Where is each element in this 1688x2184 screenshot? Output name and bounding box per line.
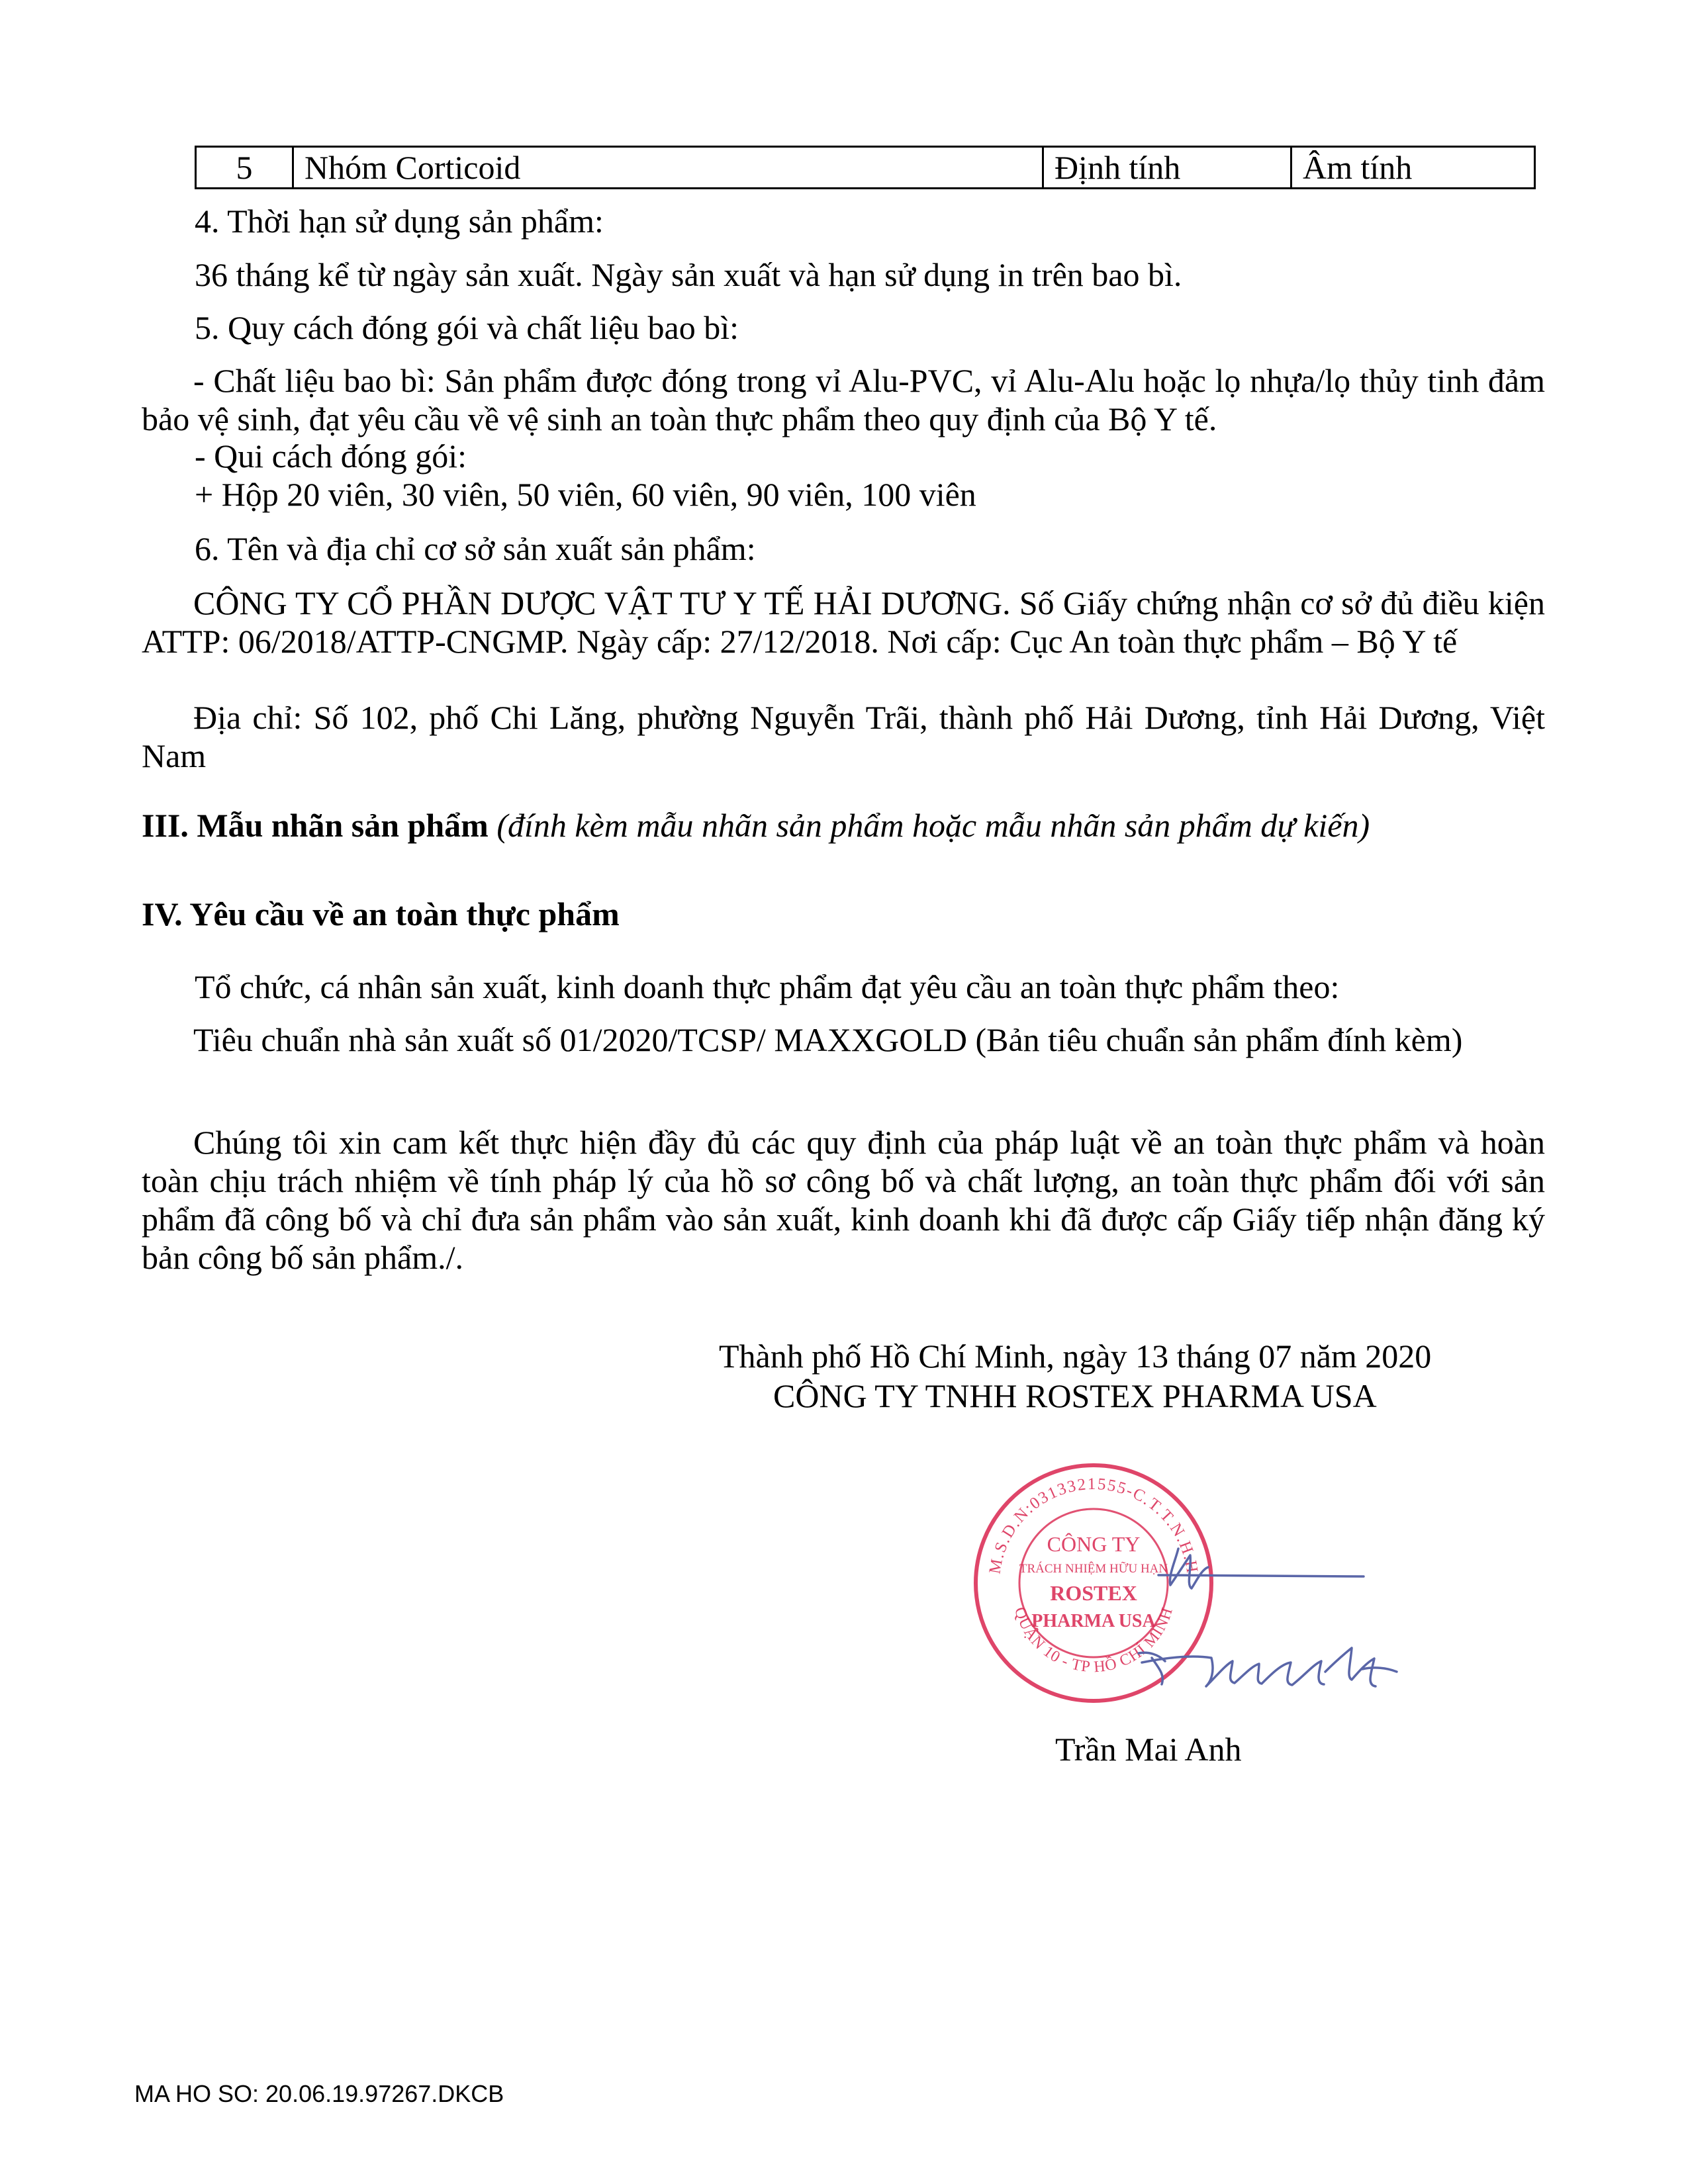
- seal-ring-top-text: M.S.D.N:0313321555-C.T.T.N.H.H: [986, 1475, 1201, 1576]
- seal-ring-bottom-text: QUẬN 10 - TP HỒ CHÍ MINH: [1011, 1605, 1176, 1676]
- seal-line-1: CÔNG TY: [1047, 1532, 1141, 1556]
- table-row: [196, 147, 1535, 189]
- section-4-heading: 4. Thời hạn sử dụng sản phẩm:: [195, 203, 604, 240]
- signing-company: CÔNG TY TNHH ROSTEX PHARMA USA: [773, 1377, 1377, 1414]
- seal-line-3: ROSTEX: [1050, 1581, 1137, 1605]
- row-number: 5: [196, 147, 293, 189]
- packing-spec: + Hộp 20 viên, 30 viên, 50 viên, 60 viên, 90 viên, 100 viên: [195, 476, 976, 513]
- section-4-text: 36 tháng kể từ ngày sản xuất. Ngày sản xuất và hạn sử dụng in trên bao bì.: [195, 256, 1182, 293]
- manufacturer-info: CÔNG TY CỔ PHẦN DƯỢC VẬT TƯ Y TẾ HẢI DƯƠNG. Số Giấy chứng nhận cơ sở đủ điều kiện ATTP: 06/2018/ATTP-CNGMP. Ngày cấp: 27/12/2018. Nơi cấp: Cục An toàn thực phẩm – Bộ Y tế: [142, 584, 1545, 660]
- row-indicator: Nhóm Corticoid: [293, 147, 1043, 189]
- handwritten-signature: [1086, 1522, 1456, 1721]
- packing-label: - Qui cách đóng gói:: [195, 437, 467, 475]
- row-result: Âm tính: [1291, 147, 1535, 189]
- seal-line-4: PHARMA USA: [1031, 1611, 1156, 1631]
- row-method: Định tính: [1043, 147, 1291, 189]
- document-code: MA HO SO: 20.06.19.97267.DKCB: [134, 2080, 504, 2107]
- section-5-heading: 5. Quy cách đóng gói và chất liệu bao bì:: [195, 309, 739, 346]
- results-table: [195, 146, 1536, 189]
- section-iii: [142, 806, 1370, 844]
- manufacturer-address: Địa chỉ: Số 102, phố Chi Lăng, phường Nguyễn Trãi, thành phố Hải Dương, tỉnh Hải Dương, Việt Nam: [142, 699, 1545, 774]
- commitment-text: Chúng tôi xin cam kết thực hiện đầy đủ các quy định của pháp luật về an toàn thực phẩm và hoàn toàn chịu trách nhiệm về tính pháp lý của hồ sơ công bố và chất lượng, an toàn thực phẩm đối với sản phẩm đã công bố và chỉ đưa sản phẩm vào sản xuất, kinh doanh khi đã được cấp Giấy tiếp nhận đăng ký bản công bố sản phẩm./.: [142, 1124, 1545, 1276]
- section-iii-heading: III. Mẫu nhãn sản phẩm: [142, 807, 489, 844]
- signer-name: Trần Mai Anh: [1055, 1731, 1242, 1768]
- place-date: Thành phố Hồ Chí Minh, ngày 13 tháng 07 năm 2020: [719, 1338, 1432, 1375]
- section-6-heading: 6. Tên và địa chỉ cơ sở sản xuất sản phẩm:: [195, 530, 756, 567]
- section-iv-intro: Tổ chức, cá nhân sản xuất, kinh doanh thực phẩm đạt yêu cầu an toàn thực phẩm theo:: [195, 968, 1340, 1005]
- section-iv-heading: IV. Yêu cầu về an toàn thực phẩm: [142, 895, 620, 933]
- seal-line-2: TRÁCH NHIỆM HỮU HẠN: [1019, 1562, 1168, 1576]
- section-iii-note: (đính kèm mẫu nhãn sản phẩm hoặc mẫu nhãn sản phẩm dự kiến): [496, 807, 1370, 844]
- packaging-material: - Chất liệu bao bì: Sản phẩm được đóng trong vỉ Alu-PVC, vỉ Alu-Alu hoặc lọ nhựa/lọ thủy tinh đảm bảo vệ sinh, đạt yêu cầu về vệ sinh an toàn thực phẩm theo quy định của Bộ Y tế.: [142, 362, 1545, 437]
- section-iv-standard: Tiêu chuẩn nhà sản xuất số 01/2020/TCSP/ MAXXGOLD (Bản tiêu chuẩn sản phẩm đính kèm): [193, 1021, 1463, 1058]
